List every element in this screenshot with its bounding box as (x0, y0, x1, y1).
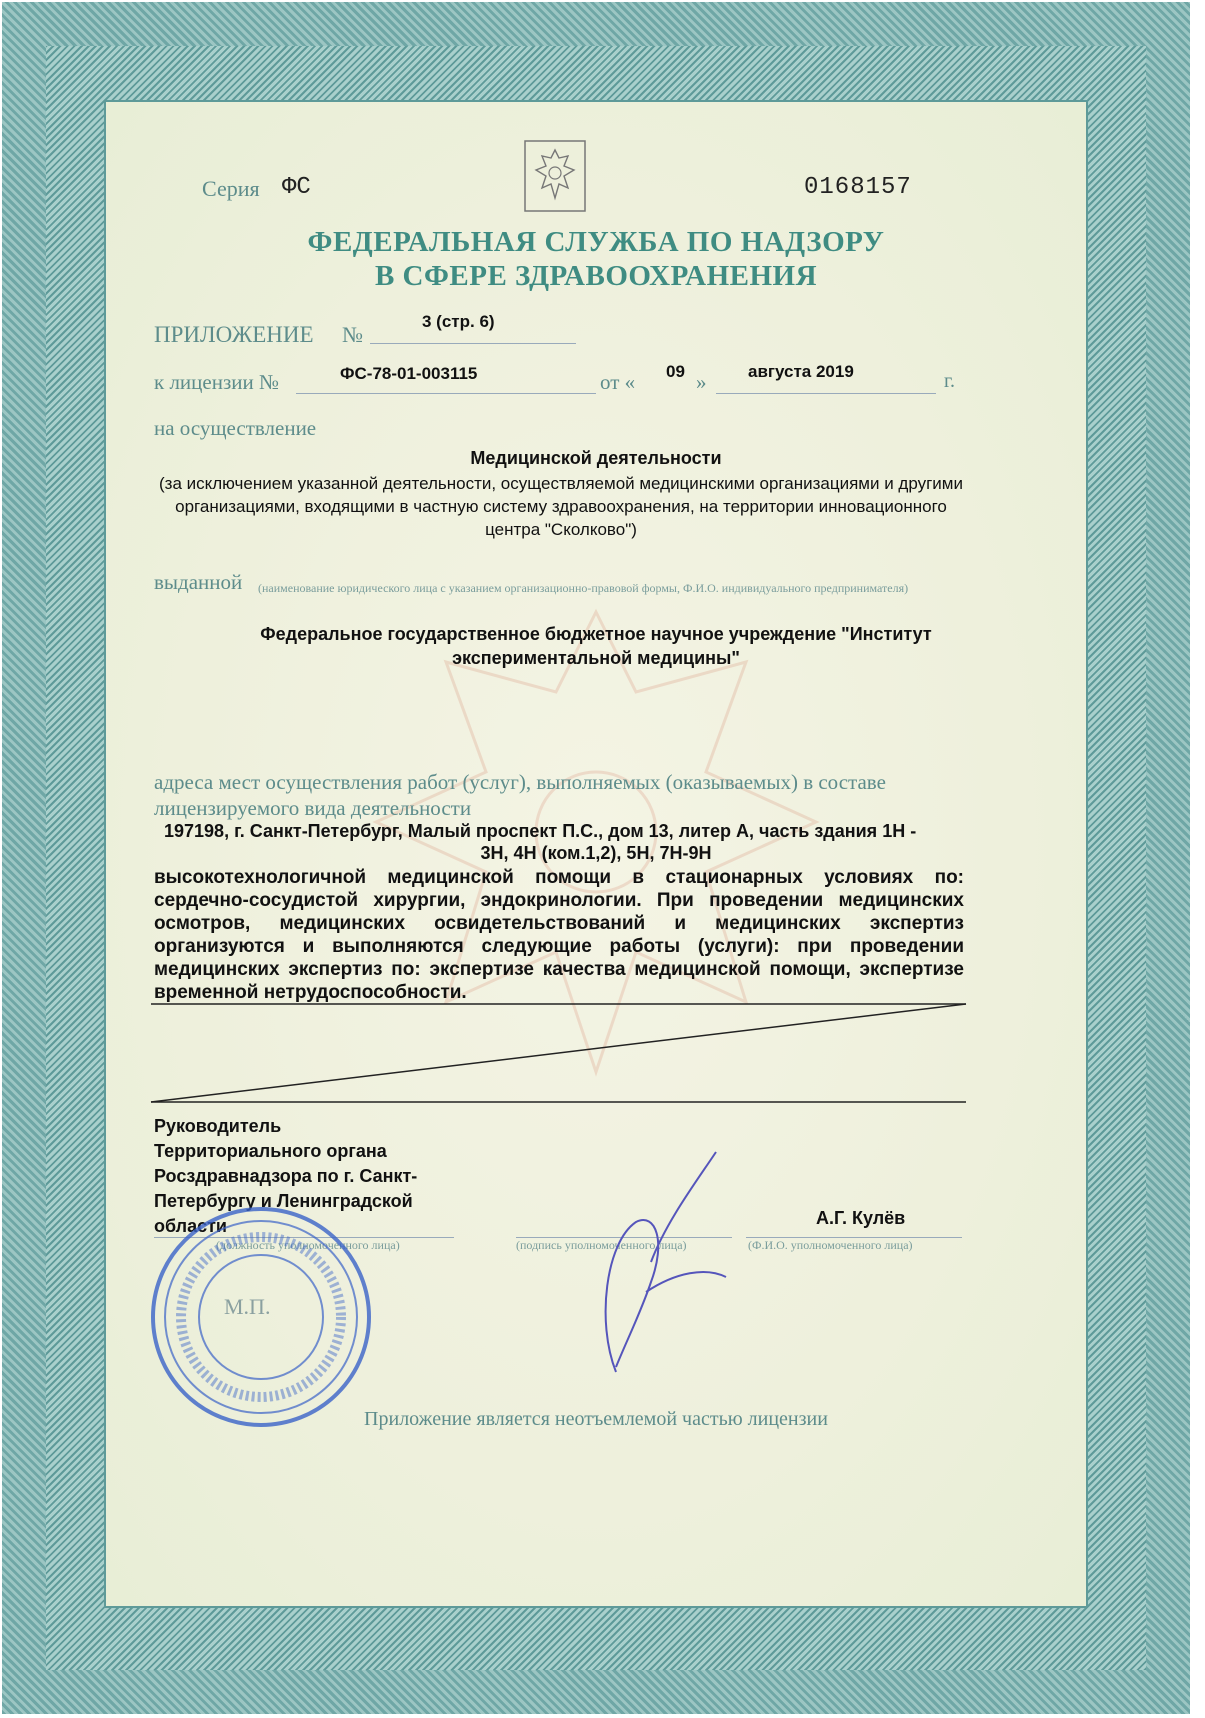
document-number: 0168157 (804, 174, 912, 201)
issued-label: выданной (154, 570, 243, 594)
license-label: к лицензии № (154, 370, 280, 394)
signer-position-line: Петербургу и Ленинградской (154, 1191, 413, 1211)
services-line: медицинских экспертиз по: экспертизе качества медицинской помощи, экспертизе (154, 959, 964, 980)
license-number: ФС-78-01-003115 (340, 364, 478, 383)
license-day-close: » (696, 370, 707, 394)
services-line: сердечно-сосудистой хирургии, эндокринологии. При проведении медицинских (154, 890, 964, 911)
license-month-year: августа 2019 (748, 362, 854, 381)
hint-signature: (подпись уполномоченного лица) (516, 1238, 687, 1252)
services-line: осмотров, медицинских освидетельствований и медицинских экспертиз (154, 913, 964, 934)
license-date-underline (716, 392, 936, 394)
issued-hint: (наименование юридического лица с указанием организационно-правовой формы, Ф.И.О. индивидуального предпринимателя) (258, 581, 909, 595)
signer-position-line: Руководитель (154, 1116, 282, 1136)
stamp-mark: М.П. (224, 1294, 271, 1319)
services-line: организуются и выполняются следующие работы (услуги): при проведении (154, 936, 964, 957)
series-label: Серия (202, 176, 260, 201)
document-title-line2: В СФЕРЕ ЗДРАВООХРАНЕНИЯ (374, 260, 818, 292)
hint-position: (должность уполномоченного лица) (216, 1238, 400, 1252)
coat-of-arms-icon (524, 140, 586, 212)
footer-note: Приложение является неотъемлемой частью лицензии (364, 1408, 828, 1430)
activity-title: Медицинской деятельности (470, 448, 722, 468)
activity-description: (за исключением указанной деятельности, осуществляемой медицинскими организациями и другими организациями, входящими в частную систему здравоохранения, на территории инновационного центра "Сколково") (159, 474, 963, 539)
appendix-value: 3 (стр. 6) (422, 312, 495, 331)
services-line: временной нетрудоспособности. (154, 982, 467, 1003)
signer-position-line: Росздравнадзора по г. Санкт- (154, 1166, 418, 1186)
addresses-label-line1: адреса мест осуществления работ (услуг), выполняемых (оказываемых) в составе (154, 770, 886, 794)
license-from-label: от « (600, 370, 636, 394)
document-paper (106, 102, 1086, 1606)
hint-name: (Ф.И.О. уполномоченного лица) (748, 1238, 913, 1252)
appendix-no-sign: № (342, 322, 363, 347)
signer-name: А.Г. Кулёв (816, 1208, 906, 1228)
services-line: высокотехнологичной медицинской помощи в стационарных условиях по: (154, 867, 964, 888)
document-border (2, 2, 1190, 1714)
activity-label: на осуществление (154, 416, 317, 440)
document-title-line1: ФЕДЕРАЛЬНАЯ СЛУЖБА ПО НАДЗОРУ (307, 226, 885, 258)
signer-position-line: области (154, 1216, 228, 1236)
issued-org-line2: экспериментальной медицины" (452, 648, 740, 668)
license-day: 09 (666, 362, 685, 381)
license-number-underline (296, 392, 596, 394)
address-line2: 3Н, 4Н (ком.1,2), 5Н, 7Н-9Н (480, 843, 712, 863)
addresses-label-line2: лицензируемого вида деятельности (154, 796, 472, 820)
license-year-suffix: г. (944, 370, 955, 392)
appendix-label: ПРИЛОЖЕНИЕ (154, 322, 314, 347)
address-line1: 197198, г. Санкт-Петербург, Малый проспект П.С., дом 13, литер А, часть здания 1Н - (164, 821, 917, 841)
strike-lines (146, 992, 976, 1112)
series-value: ФС (282, 174, 311, 201)
handwritten-signature-icon (556, 1142, 736, 1382)
issued-org-line1: Федеральное государственное бюджетное научное учреждение "Институт (260, 624, 932, 644)
signer-position-line: Территориального органа (154, 1141, 387, 1161)
appendix-underline (370, 342, 576, 344)
